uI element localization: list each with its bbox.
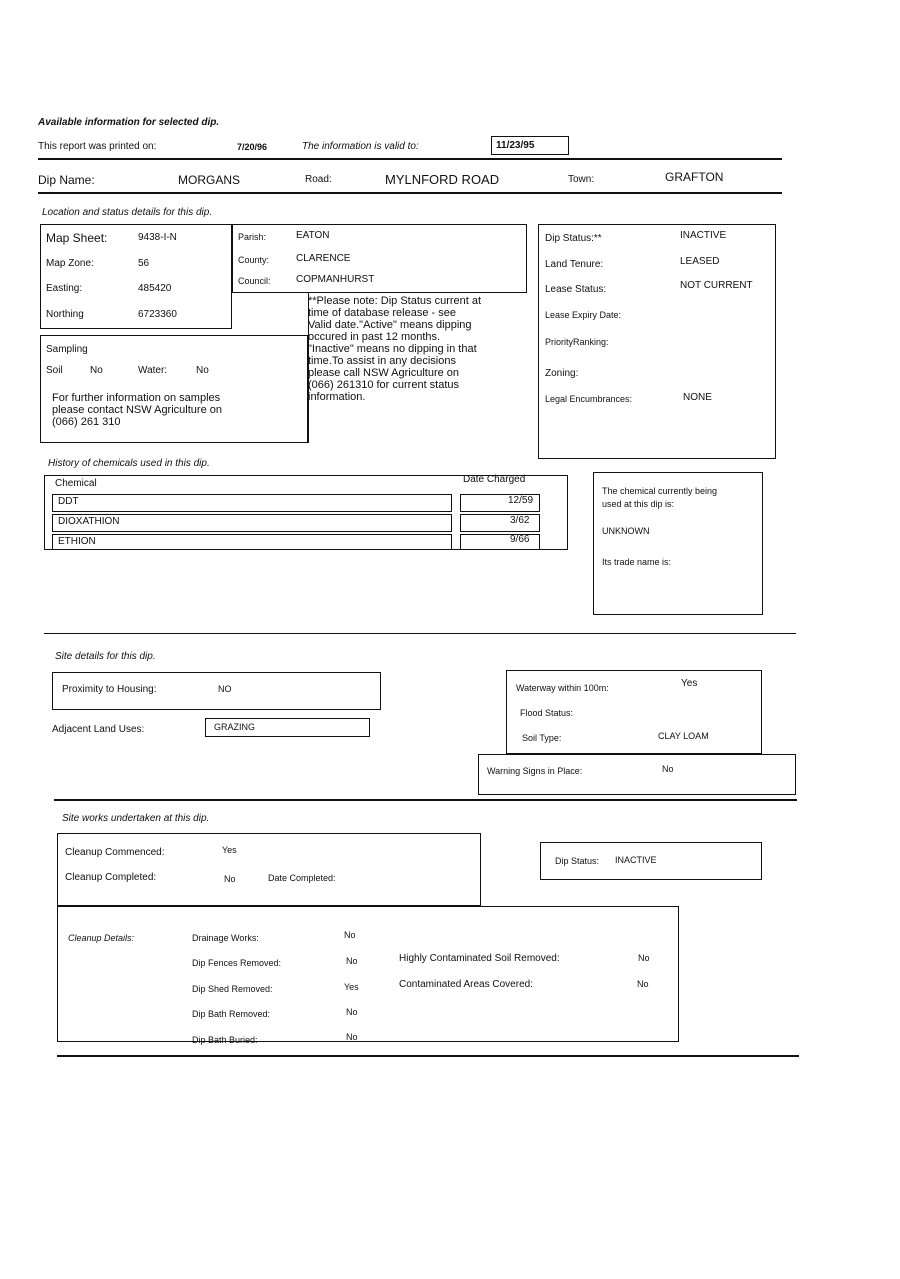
waterway-label: Waterway within 100m: bbox=[516, 683, 609, 693]
cleanup-details-label: Cleanup Details: bbox=[68, 933, 135, 943]
dip-status-value: INACTIVE bbox=[680, 230, 727, 241]
chemical-date: 3/62 bbox=[510, 515, 530, 526]
dip-rule bbox=[38, 192, 782, 194]
map-sheet-value: 9438-I-N bbox=[138, 232, 177, 243]
priority-label: PriorityRanking: bbox=[545, 337, 609, 347]
current-chemical-value: UNKNOWN bbox=[602, 526, 650, 536]
bath-buried-label: Dip Bath Buried: bbox=[192, 1035, 258, 1045]
road-label: Road: bbox=[305, 174, 332, 185]
council-label: Council: bbox=[238, 276, 271, 286]
map-zone-label: Map Zone: bbox=[46, 258, 94, 269]
parish-label: Parish: bbox=[238, 232, 267, 242]
drainage-label: Drainage Works: bbox=[192, 933, 259, 943]
zoning-label: Zoning: bbox=[545, 368, 579, 379]
current-chemical-line1: The chemical currently being bbox=[602, 486, 718, 496]
proximity-label: Proximity to Housing: bbox=[62, 684, 157, 695]
map-sheet-label: Map Sheet: bbox=[46, 231, 108, 245]
chemical-name: DDT bbox=[58, 496, 79, 507]
valid-to-date: 11/23/95 bbox=[496, 140, 535, 151]
northing-value: 6723360 bbox=[138, 309, 177, 320]
bath-buried-value: No bbox=[346, 1032, 358, 1042]
soil-sample-label: Soil bbox=[46, 365, 63, 376]
printed-on-date: 7/20/96 bbox=[237, 142, 268, 152]
lease-expiry-label: Lease Expiry Date: bbox=[545, 310, 622, 320]
works-dip-status-value: INACTIVE bbox=[615, 855, 657, 865]
sampling-title: Sampling bbox=[46, 344, 88, 355]
dip-name-label: Dip Name: bbox=[38, 173, 95, 187]
dip-name-value: MORGANS bbox=[178, 173, 241, 187]
date-column-header: Date Charged bbox=[463, 474, 526, 485]
fences-value: No bbox=[346, 956, 358, 966]
table-row bbox=[52, 534, 452, 550]
works-dip-status-label: Dip Status: bbox=[555, 856, 600, 866]
water-sample-label: Water: bbox=[138, 365, 168, 376]
town-label: Town: bbox=[568, 174, 595, 185]
bath-removed-value: No bbox=[346, 1007, 358, 1017]
cleanup-completed-label: Cleanup Completed: bbox=[65, 872, 157, 883]
bath-removed-label: Dip Bath Removed: bbox=[192, 1009, 271, 1019]
adjacent-label: Adjacent Land Uses: bbox=[52, 724, 145, 735]
dip-status-label: Dip Status:** bbox=[545, 233, 602, 244]
flood-label: Flood Status: bbox=[520, 708, 574, 718]
hc-soil-value: No bbox=[638, 953, 650, 963]
land-tenure-label: Land Tenure: bbox=[545, 259, 604, 270]
parish-box bbox=[232, 224, 527, 293]
date-completed-label: Date Completed: bbox=[268, 873, 336, 883]
lease-status-label: Lease Status: bbox=[545, 284, 607, 295]
road-value: MYLNFORD ROAD bbox=[385, 172, 500, 187]
site-rule bbox=[54, 799, 797, 801]
legal-label: Legal Encumbrances: bbox=[545, 394, 633, 404]
soil-sample-value: No bbox=[90, 365, 103, 376]
works-rule bbox=[57, 1055, 799, 1057]
waterway-value: Yes bbox=[681, 678, 698, 689]
chemical-name: ETHION bbox=[58, 536, 96, 547]
location-section-title: Location and status details for this dip. bbox=[42, 207, 213, 218]
county-label: County: bbox=[238, 255, 270, 265]
chemicals-section-title: History of chemicals used in this dip. bbox=[48, 458, 210, 469]
chemical-column-header: Chemical bbox=[55, 478, 97, 489]
fences-label: Dip Fences Removed: bbox=[192, 958, 282, 968]
cleanup-commenced-label: Cleanup Commenced: bbox=[65, 847, 165, 858]
note-left-rule bbox=[308, 293, 309, 443]
adjacent-value: GRAZING bbox=[214, 722, 256, 732]
town-value: GRAFTON bbox=[665, 170, 724, 184]
chemical-date: 9/66 bbox=[510, 534, 530, 545]
county-value: CLARENCE bbox=[296, 253, 351, 264]
cleanup-completed-value: No bbox=[224, 874, 236, 884]
chemicals-rule bbox=[44, 633, 796, 634]
report-title: Available information for selected dip. bbox=[38, 117, 220, 128]
covered-value: No bbox=[637, 979, 649, 989]
map-zone-value: 56 bbox=[138, 258, 150, 269]
status-note: **Please note: Dip Status current at time of database release - see Valid date."Active" means dipping occured in past 12 months. "Inactive" means no dipping in that time.To assist in any decisions please call NSW Agriculture on (066) 261310 for current status information. bbox=[308, 295, 482, 403]
trade-name-label: Its trade name is: bbox=[602, 557, 672, 567]
chemical-date: 12/59 bbox=[508, 495, 534, 506]
water-sample-value: No bbox=[196, 365, 209, 376]
lease-status-value: NOT CURRENT bbox=[680, 280, 753, 291]
warning-label: Warning Signs in Place: bbox=[487, 766, 583, 776]
cleanup-details-box bbox=[57, 906, 679, 1042]
current-chemical-line2: used at this dip is: bbox=[602, 499, 675, 509]
council-value: COPMANHURST bbox=[296, 274, 375, 285]
land-tenure-value: LEASED bbox=[680, 256, 720, 267]
proximity-value: NO bbox=[218, 684, 232, 694]
cleanup-commenced-value: Yes bbox=[222, 845, 237, 855]
site-section-title: Site details for this dip. bbox=[55, 651, 156, 662]
covered-label: Contaminated Areas Covered: bbox=[399, 979, 533, 990]
shed-value: Yes bbox=[344, 982, 359, 992]
header-rule bbox=[38, 158, 782, 160]
chemical-name: DIOXATHION bbox=[58, 516, 120, 527]
sampling-info: For further information on samples please contact NSW Agriculture on (066) 261 310 bbox=[52, 392, 222, 428]
easting-value: 485420 bbox=[138, 283, 172, 294]
shed-label: Dip Shed Removed: bbox=[192, 984, 273, 994]
cleanup-box bbox=[57, 833, 481, 906]
easting-label: Easting: bbox=[46, 283, 83, 294]
hc-soil-label: Highly Contaminated Soil Removed: bbox=[399, 953, 560, 964]
table-row bbox=[52, 494, 452, 512]
printed-on-label: This report was printed on: bbox=[38, 141, 157, 152]
northing-label: Northing bbox=[46, 309, 84, 320]
soil-type-value: CLAY LOAM bbox=[658, 731, 709, 741]
parish-value: EATON bbox=[296, 230, 330, 241]
warning-value: No bbox=[662, 764, 674, 774]
soil-type-label: Soil Type: bbox=[522, 733, 562, 743]
legal-value: NONE bbox=[683, 392, 712, 403]
drainage-value: No bbox=[344, 930, 356, 940]
works-section-title: Site works undertaken at this dip. bbox=[62, 813, 210, 824]
valid-to-label: The information is valid to: bbox=[302, 141, 419, 152]
